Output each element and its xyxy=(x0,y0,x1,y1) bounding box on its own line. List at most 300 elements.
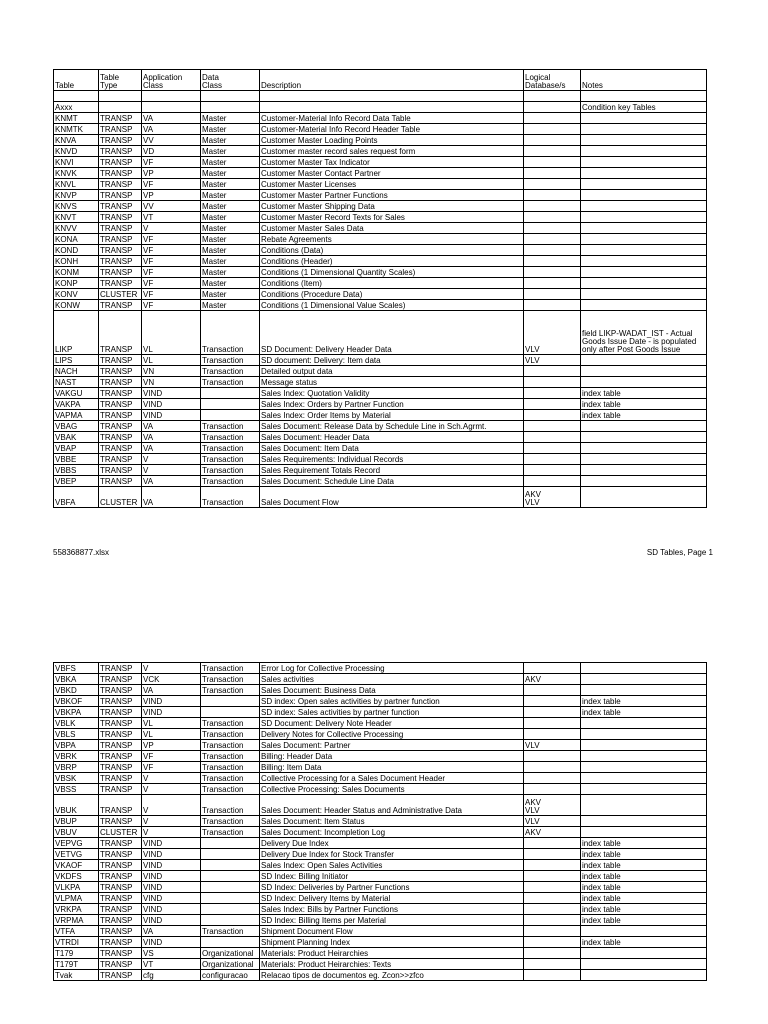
table-row xyxy=(54,926,707,937)
cell-notes xyxy=(581,663,707,674)
cell-logical-database xyxy=(524,838,581,849)
cell-table: T179T xyxy=(54,959,99,970)
cell-description: Customer Master Record Texts for Sales xyxy=(260,212,524,223)
cell-notes xyxy=(581,421,707,432)
cell-application-class: VT xyxy=(142,212,201,223)
cell-application-class: VP xyxy=(142,740,201,751)
table-row xyxy=(54,674,707,685)
cell-logical-database xyxy=(524,685,581,696)
cell-application-class: VA xyxy=(142,432,201,443)
cell-description: Message status xyxy=(260,377,524,388)
table-row xyxy=(54,970,707,981)
cell-notes xyxy=(581,245,707,256)
cell-table-type: TRANSP xyxy=(99,432,142,443)
cell-notes xyxy=(581,201,707,212)
cell-application-class: VIND xyxy=(142,937,201,948)
cell-data-class: Master xyxy=(201,245,260,256)
cell-description: Conditions (1 Dimensional Value Scales) xyxy=(260,300,524,311)
cell-notes: Condition key Tables xyxy=(581,102,707,113)
cell-data-class: Transaction xyxy=(201,421,260,432)
table-row xyxy=(54,102,707,113)
cell-table-type: TRANSP xyxy=(99,959,142,970)
cell-application-class: V xyxy=(142,223,201,234)
cell-logical-database xyxy=(524,410,581,421)
cell-application-class: VT xyxy=(142,959,201,970)
cell-table: LIPS xyxy=(54,355,99,366)
cell-table-type: TRANSP xyxy=(99,146,142,157)
cell-application-class: V xyxy=(142,465,201,476)
cell-data-class: Master xyxy=(201,223,260,234)
cell-notes: index table xyxy=(581,849,707,860)
cell-table: VRKPA xyxy=(54,904,99,915)
table-row xyxy=(54,201,707,212)
header-notes: Notes xyxy=(581,70,707,91)
cell-table: VBUP xyxy=(54,816,99,827)
cell-data-class: Transaction xyxy=(201,795,260,816)
cell-table: VTFA xyxy=(54,926,99,937)
cell-description: Relacao tipos de documentos eg. Zcon>>zfco xyxy=(260,970,524,981)
cell-logical-database: AKV xyxy=(524,827,581,838)
cell-table-type: TRANSP xyxy=(99,816,142,827)
cell-application-class: V xyxy=(142,454,201,465)
cell-table: KNVP xyxy=(54,190,99,201)
table-row xyxy=(54,849,707,860)
cell-table: VBKPA xyxy=(54,707,99,718)
cell-application-class: VIND xyxy=(142,838,201,849)
cell-application-class: VV xyxy=(142,135,201,146)
cell-table-type: TRANSP xyxy=(99,970,142,981)
cell-description xyxy=(260,102,524,113)
cell-data-class xyxy=(201,399,260,410)
cell-logical-database xyxy=(524,113,581,124)
cell-data-class: Master xyxy=(201,179,260,190)
cell-logical-database xyxy=(524,157,581,168)
cell-logical-database: AKV xyxy=(524,674,581,685)
table-row xyxy=(54,937,707,948)
cell-application-class: VIND xyxy=(142,904,201,915)
cell-table: VLPMA xyxy=(54,893,99,904)
cell-logical-database xyxy=(524,959,581,970)
cell-table-type: TRANSP xyxy=(99,707,142,718)
table-row xyxy=(54,421,707,432)
cell-notes xyxy=(581,91,707,102)
cell-table: NACH xyxy=(54,366,99,377)
cell-logical-database xyxy=(524,729,581,740)
cell-data-class: Master xyxy=(201,289,260,300)
cell-notes xyxy=(581,223,707,234)
cell-description: Conditions (1 Dimensional Quantity Scales) xyxy=(260,267,524,278)
cell-data-class: Master xyxy=(201,256,260,267)
table-row xyxy=(54,190,707,201)
cell-table-type: TRANSP xyxy=(99,476,142,487)
cell-data-class xyxy=(201,849,260,860)
cell-description: Sales Requirements: Individual Records xyxy=(260,454,524,465)
cell-notes xyxy=(581,300,707,311)
cell-description: Sales Index: Open Sales Activities xyxy=(260,860,524,871)
cell-table: VBKA xyxy=(54,674,99,685)
cell-table: VBKOF xyxy=(54,696,99,707)
cell-notes xyxy=(581,190,707,201)
cell-logical-database xyxy=(524,168,581,179)
cell-table-type: TRANSP xyxy=(99,179,142,190)
cell-application-class: V xyxy=(142,827,201,838)
cell-description: Sales Index: Bills by Partner Functions xyxy=(260,904,524,915)
cell-logical-database xyxy=(524,937,581,948)
cell-logical-database xyxy=(524,223,581,234)
cell-table: VBAG xyxy=(54,421,99,432)
header-data-class: Data Class xyxy=(201,70,260,91)
cell-notes xyxy=(581,784,707,795)
cell-description: Conditions (Data) xyxy=(260,245,524,256)
cell-application-class: VA xyxy=(142,685,201,696)
cell-table-type: TRANSP xyxy=(99,784,142,795)
table-row xyxy=(54,959,707,970)
cell-data-class xyxy=(201,388,260,399)
cell-notes: index table xyxy=(581,388,707,399)
cell-table-type: TRANSP xyxy=(99,904,142,915)
cell-data-class: Master xyxy=(201,135,260,146)
cell-description: Billing: Header Data xyxy=(260,751,524,762)
cell-notes xyxy=(581,146,707,157)
cell-table: VKAOF xyxy=(54,860,99,871)
cell-application-class: VF xyxy=(142,289,201,300)
cell-data-class: Master xyxy=(201,300,260,311)
cell-description: Error Log for Collective Processing xyxy=(260,663,524,674)
cell-notes xyxy=(581,816,707,827)
cell-description: Customer Master Loading Points xyxy=(260,135,524,146)
cell-logical-database xyxy=(524,135,581,146)
cell-logical-database xyxy=(524,212,581,223)
cell-application-class: VV xyxy=(142,201,201,212)
table-row xyxy=(54,729,707,740)
cell-notes xyxy=(581,179,707,190)
cell-table-type: CLUSTER xyxy=(99,289,142,300)
table-row xyxy=(54,838,707,849)
cell-description: Conditions (Header) xyxy=(260,256,524,267)
table-row xyxy=(54,157,707,168)
table-row xyxy=(54,762,707,773)
cell-application-class: VIND xyxy=(142,871,201,882)
cell-table-type: TRANSP xyxy=(99,300,142,311)
cell-application-class: VIND xyxy=(142,882,201,893)
cell-notes xyxy=(581,795,707,816)
cell-data-class: Transaction xyxy=(201,718,260,729)
cell-data-class: Transaction xyxy=(201,377,260,388)
cell-table: T179 xyxy=(54,948,99,959)
cell-notes xyxy=(581,454,707,465)
cell-table: VBLS xyxy=(54,729,99,740)
cell-data-class: Transaction xyxy=(201,366,260,377)
cell-table: KNMTK xyxy=(54,124,99,135)
cell-data-class: Transaction xyxy=(201,751,260,762)
cell-notes xyxy=(581,256,707,267)
table-row xyxy=(54,256,707,267)
cell-table: VBRP xyxy=(54,762,99,773)
cell-data-class xyxy=(201,893,260,904)
cell-logical-database: VLV xyxy=(524,740,581,751)
cell-data-class: Transaction xyxy=(201,443,260,454)
cell-description: Collective Processing: Sales Documents xyxy=(260,784,524,795)
cell-application-class xyxy=(142,91,201,102)
cell-application-class: VCK xyxy=(142,674,201,685)
cell-notes: index table xyxy=(581,410,707,421)
table-row xyxy=(54,795,707,816)
cell-notes xyxy=(581,234,707,245)
cell-logical-database xyxy=(524,432,581,443)
table-row xyxy=(54,355,707,366)
cell-data-class: Transaction xyxy=(201,674,260,685)
cell-data-class: Master xyxy=(201,278,260,289)
cell-table-type: TRANSP xyxy=(99,674,142,685)
cell-notes xyxy=(581,366,707,377)
cell-notes xyxy=(581,432,707,443)
cell-table: VBFA xyxy=(54,487,99,508)
cell-notes xyxy=(581,674,707,685)
cell-table: KOND xyxy=(54,245,99,256)
cell-table-type: CLUSTER xyxy=(99,827,142,838)
cell-logical-database xyxy=(524,443,581,454)
cell-data-class xyxy=(201,838,260,849)
cell-logical-database xyxy=(524,970,581,981)
cell-table: NAST xyxy=(54,377,99,388)
table-row xyxy=(54,377,707,388)
table-row xyxy=(54,410,707,421)
cell-logical-database xyxy=(524,146,581,157)
cell-table: KONA xyxy=(54,234,99,245)
cell-table: VBFS xyxy=(54,663,99,674)
cell-table: KNVK xyxy=(54,168,99,179)
cell-logical-database xyxy=(524,926,581,937)
cell-table: VBRK xyxy=(54,751,99,762)
cell-data-class: Transaction xyxy=(201,355,260,366)
cell-application-class: V xyxy=(142,773,201,784)
cell-description: Delivery Due Index for Stock Transfer xyxy=(260,849,524,860)
cell-table: VKDFS xyxy=(54,871,99,882)
cell-data-class xyxy=(201,904,260,915)
cell-logical-database xyxy=(524,882,581,893)
cell-logical-database xyxy=(524,871,581,882)
cell-application-class: VF xyxy=(142,179,201,190)
cell-notes: index table xyxy=(581,893,707,904)
cell-notes: index table xyxy=(581,707,707,718)
cell-description: Billing: Item Data xyxy=(260,762,524,773)
cell-application-class: VIND xyxy=(142,915,201,926)
cell-data-class: Organizational xyxy=(201,959,260,970)
cell-table: VBEP xyxy=(54,476,99,487)
cell-logical-database xyxy=(524,784,581,795)
cell-table-type: TRANSP xyxy=(99,915,142,926)
cell-logical-database xyxy=(524,366,581,377)
cell-notes xyxy=(581,135,707,146)
cell-application-class: VL xyxy=(142,729,201,740)
cell-application-class: VIND xyxy=(142,410,201,421)
cell-table: VAPMA xyxy=(54,410,99,421)
cell-table-type: TRANSP xyxy=(99,366,142,377)
cell-description: Materials: Product Heirarchies xyxy=(260,948,524,959)
cell-description: Customer Master Tax Indicator xyxy=(260,157,524,168)
cell-table-type: TRANSP xyxy=(99,256,142,267)
cell-table-type: TRANSP xyxy=(99,948,142,959)
table-row xyxy=(54,751,707,762)
cell-notes xyxy=(581,959,707,970)
cell-table-type: TRANSP xyxy=(99,729,142,740)
cell-notes xyxy=(581,267,707,278)
cell-logical-database xyxy=(524,300,581,311)
cell-table: KNVD xyxy=(54,146,99,157)
cell-application-class: VF xyxy=(142,256,201,267)
table-row xyxy=(54,718,707,729)
cell-application-class: V xyxy=(142,663,201,674)
cell-table-type xyxy=(99,91,142,102)
cell-data-class: Transaction xyxy=(201,762,260,773)
cell-logical-database xyxy=(524,267,581,278)
cell-description: Delivery Due Index xyxy=(260,838,524,849)
cell-table: KNVT xyxy=(54,212,99,223)
table-row xyxy=(54,300,707,311)
cell-table-type: TRANSP xyxy=(99,113,142,124)
cell-notes xyxy=(581,212,707,223)
cell-table: KNVI xyxy=(54,157,99,168)
cell-application-class: VF xyxy=(142,157,201,168)
cell-table-type: TRANSP xyxy=(99,410,142,421)
cell-application-class xyxy=(142,102,201,113)
cell-table-type: TRANSP xyxy=(99,278,142,289)
table-row xyxy=(54,278,707,289)
cell-data-class: configuracao xyxy=(201,970,260,981)
cell-notes xyxy=(581,278,707,289)
cell-description: Sales Requirement Totals Record xyxy=(260,465,524,476)
cell-application-class: cfg xyxy=(142,970,201,981)
cell-table: Tvak xyxy=(54,970,99,981)
table-row xyxy=(54,663,707,674)
cell-data-class: Master xyxy=(201,168,260,179)
cell-data-class: Transaction xyxy=(201,827,260,838)
cell-description: Sales Document: Incompletion Log xyxy=(260,827,524,838)
cell-table-type: TRANSP xyxy=(99,849,142,860)
cell-notes xyxy=(581,773,707,784)
cell-data-class: Master xyxy=(201,212,260,223)
cell-table-type: TRANSP xyxy=(99,882,142,893)
cell-notes: index table xyxy=(581,399,707,410)
cell-data-class xyxy=(201,915,260,926)
cell-logical-database xyxy=(524,465,581,476)
cell-logical-database xyxy=(524,377,581,388)
cell-table-type: TRANSP xyxy=(99,377,142,388)
cell-table: VAKPA xyxy=(54,399,99,410)
cell-application-class: VP xyxy=(142,168,201,179)
header-application-class: Application Class xyxy=(142,70,201,91)
cell-data-class xyxy=(201,937,260,948)
cell-description: Conditions (Procedure Data) xyxy=(260,289,524,300)
cell-data-class: Transaction xyxy=(201,663,260,674)
cell-description: SD index: Sales activities by partner function xyxy=(260,707,524,718)
cell-data-class: Master xyxy=(201,113,260,124)
table-row xyxy=(54,223,707,234)
cell-application-class: VIND xyxy=(142,849,201,860)
cell-notes xyxy=(581,377,707,388)
cell-application-class: VIND xyxy=(142,860,201,871)
cell-description: Customer Master Shipping Data xyxy=(260,201,524,212)
cell-application-class: V xyxy=(142,795,201,816)
cell-application-class: VIND xyxy=(142,388,201,399)
cell-logical-database xyxy=(524,124,581,135)
cell-table: VLKPA xyxy=(54,882,99,893)
cell-table-type: TRANSP xyxy=(99,454,142,465)
cell-notes xyxy=(581,487,707,508)
table-row xyxy=(54,893,707,904)
cell-table-type: TRANSP xyxy=(99,223,142,234)
cell-table-type: TRANSP xyxy=(99,267,142,278)
cell-table: VBUK xyxy=(54,795,99,816)
table-row xyxy=(54,773,707,784)
cell-table: VBAP xyxy=(54,443,99,454)
table-row xyxy=(54,685,707,696)
cell-table-type: TRANSP xyxy=(99,388,142,399)
cell-logical-database xyxy=(524,860,581,871)
cell-description: Sales Document: Business Data xyxy=(260,685,524,696)
cell-table-type: TRANSP xyxy=(99,762,142,773)
cell-table-type: TRANSP xyxy=(99,926,142,937)
cell-data-class: Master xyxy=(201,190,260,201)
table-row xyxy=(54,948,707,959)
cell-table: KNVL xyxy=(54,179,99,190)
cell-notes xyxy=(581,762,707,773)
cell-description: SD Document: Delivery Header Data xyxy=(260,311,524,355)
cell-table-type: TRANSP xyxy=(99,893,142,904)
cell-description: Shipment Planning Index xyxy=(260,937,524,948)
cell-application-class: VIND xyxy=(142,399,201,410)
cell-description: SD Index: Billing Items per Material xyxy=(260,915,524,926)
table-row xyxy=(54,454,707,465)
cell-logical-database xyxy=(524,707,581,718)
cell-notes xyxy=(581,740,707,751)
cell-table-type xyxy=(99,102,142,113)
cell-description: Customer Master Contact Partner xyxy=(260,168,524,179)
cell-table-type: CLUSTER xyxy=(99,487,142,508)
cell-table-type: TRANSP xyxy=(99,751,142,762)
cell-logical-database xyxy=(524,289,581,300)
cell-logical-database: VLV xyxy=(524,816,581,827)
cell-description: Sales Document: Item Data xyxy=(260,443,524,454)
cell-notes xyxy=(581,718,707,729)
cell-application-class: VL xyxy=(142,718,201,729)
cell-table-type: TRANSP xyxy=(99,795,142,816)
cell-table: VBPA xyxy=(54,740,99,751)
cell-data-class: Transaction xyxy=(201,432,260,443)
cell-data-class xyxy=(201,91,260,102)
cell-table-type: TRANSP xyxy=(99,443,142,454)
cell-data-class xyxy=(201,102,260,113)
cell-data-class: Transaction xyxy=(201,465,260,476)
cell-logical-database xyxy=(524,476,581,487)
cell-description: Customer Master Sales Data xyxy=(260,223,524,234)
cell-table: VBKD xyxy=(54,685,99,696)
table-row xyxy=(54,476,707,487)
header-description: Description xyxy=(260,70,524,91)
cell-logical-database xyxy=(524,454,581,465)
cell-description: Customer master record sales request form xyxy=(260,146,524,157)
cell-data-class: Transaction xyxy=(201,311,260,355)
cell-table-type: TRANSP xyxy=(99,234,142,245)
cell-description xyxy=(260,91,524,102)
table-row xyxy=(54,740,707,751)
cell-description: Sales Index: Quotation Validity xyxy=(260,388,524,399)
cell-description: SD Document: Delivery Note Header xyxy=(260,718,524,729)
cell-table: VBUV xyxy=(54,827,99,838)
cell-description: Sales Document Flow xyxy=(260,487,524,508)
cell-description: Shipment Document Flow xyxy=(260,926,524,937)
cell-data-class: Transaction xyxy=(201,740,260,751)
